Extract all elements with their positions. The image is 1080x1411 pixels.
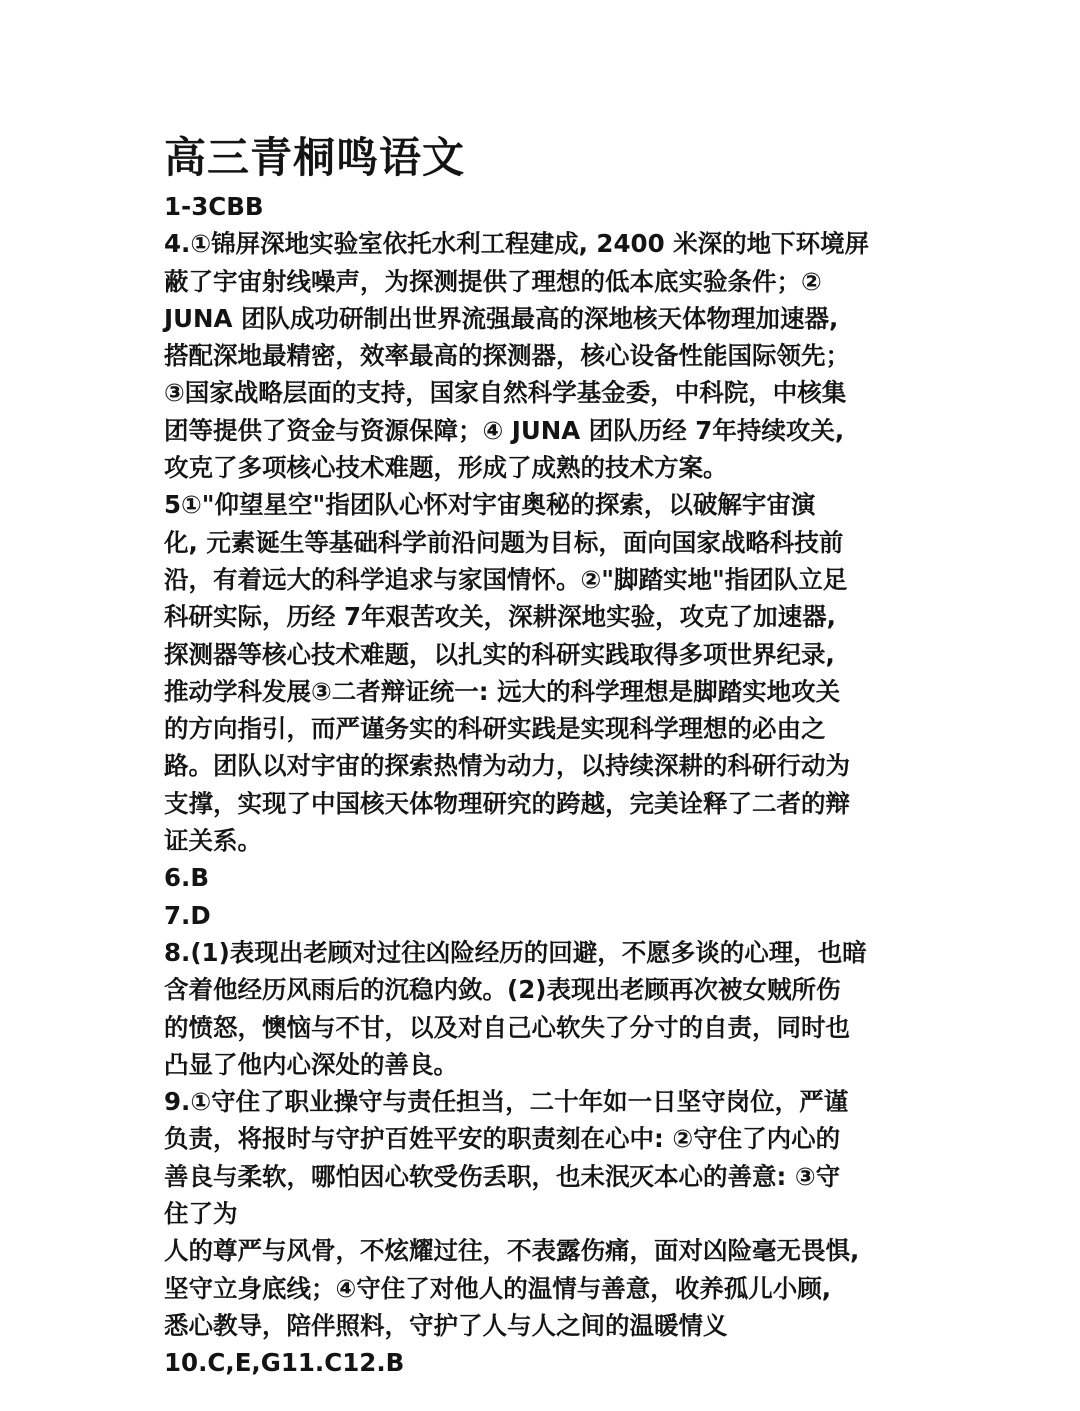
- text-line: 善良与柔软，哪怕因心软受伤丢职，也未泯灭本心的善意: ③守: [164, 1161, 841, 1191]
- text-line: 蔽了宇宙射线噪声，为探测提供了理想的低本底实验条件；②: [164, 266, 822, 296]
- text-line: 搭配深地最精密，效率最高的探测器，核心设备性能国际领先；: [164, 341, 850, 371]
- text-line: 化, 元素诞生等基础科学前沿问题为目标，面向国家战略科技前: [164, 527, 844, 557]
- text-line: 推动学科发展③二者辩证统一: 远大的科学理想是脚踏实地攻关: [164, 676, 841, 706]
- text-line: 的愤怒，懊恼与不甘，以及对自己心软失了分寸的自责，同时也: [164, 1012, 850, 1042]
- text-line: 7.D: [164, 900, 211, 930]
- text-line: 坚守立身底线；④守住了对他人的温情与善意，收养孤儿小顾,: [164, 1273, 832, 1303]
- text-line: 住了为: [164, 1199, 238, 1229]
- text-line: 负责，将报时与守护百姓平安的职责刻在心中: ②守住了内心的: [164, 1124, 841, 1154]
- text-line: 路。团队以对宇宙的探索热情为动力，以持续深耕的科研行动为: [164, 751, 850, 781]
- text-line: 9.①守住了职业操守与责任担当，二十年如一日坚守岗位，严谨: [164, 1087, 849, 1117]
- text-line: 含着他经历风雨后的沉稳内敛。(2)表现出老顾再次被女贼所伤: [164, 975, 841, 1005]
- text-line: 6.B: [164, 863, 210, 893]
- text-line: ③国家战略层面的支持，国家自然科学基金委，中科院，中核集: [164, 378, 847, 408]
- text-line: 沿，有着远大的科学追求与家国情怀。②"脚踏实地"指团队立足: [164, 564, 848, 594]
- text-line: 悉心教导，陪伴照料，守护了人与人之间的温暖情义: [164, 1310, 728, 1340]
- text-line: 8.(1)表现出老顾对过往凶险经历的回避，不愿多谈的心理，也暗: [164, 937, 867, 967]
- text-line: 人的尊严与风骨，不炫耀过往，不表露伤痛，面对凶险毫无畏惧,: [164, 1236, 860, 1266]
- text-line: 10.C,E,G11.C12.B: [164, 1348, 405, 1378]
- document-title: 高三青桐鸣语文: [164, 133, 466, 182]
- text-line: 4.①锦屏深地实验室依托水利工程建成, 2400 米深的地下环境屏: [164, 229, 870, 259]
- text-line: 攻克了多项核心技术难题，形成了成熟的技术方案。: [164, 453, 728, 483]
- text-line: 科研实际，历经 7年艰苦攻关，深耕深地实验，攻克了加速器,: [164, 602, 836, 632]
- text-line: 团等提供了资金与资源保障；④ JUNA 团队历经 7年持续攻关,: [164, 415, 845, 445]
- text-line: 5①"仰望星空"指团队心怀对宇宙奥秘的探索，以破解宇宙演: [164, 490, 816, 520]
- text-line: 支撑，实现了中国核天体物理研究的跨越，完美诠释了二者的辩: [164, 788, 850, 818]
- text-line: 的方向指引，而严谨务实的科研实践是实现科学理想的必由之: [164, 714, 826, 744]
- text-line: 凸显了他内心深处的善良。: [164, 1049, 458, 1079]
- text-line: JUNA 团队成功研制出世界流强最高的深地核天体物理加速器,: [164, 303, 839, 333]
- text-line: 探测器等核心技术难题，以扎实的科研实践取得多项世界纪录,: [164, 639, 835, 669]
- text-line: 证关系。: [164, 826, 262, 856]
- text-line: 1-3CBB: [164, 192, 264, 221]
- answer-content: [164, 188, 924, 1382]
